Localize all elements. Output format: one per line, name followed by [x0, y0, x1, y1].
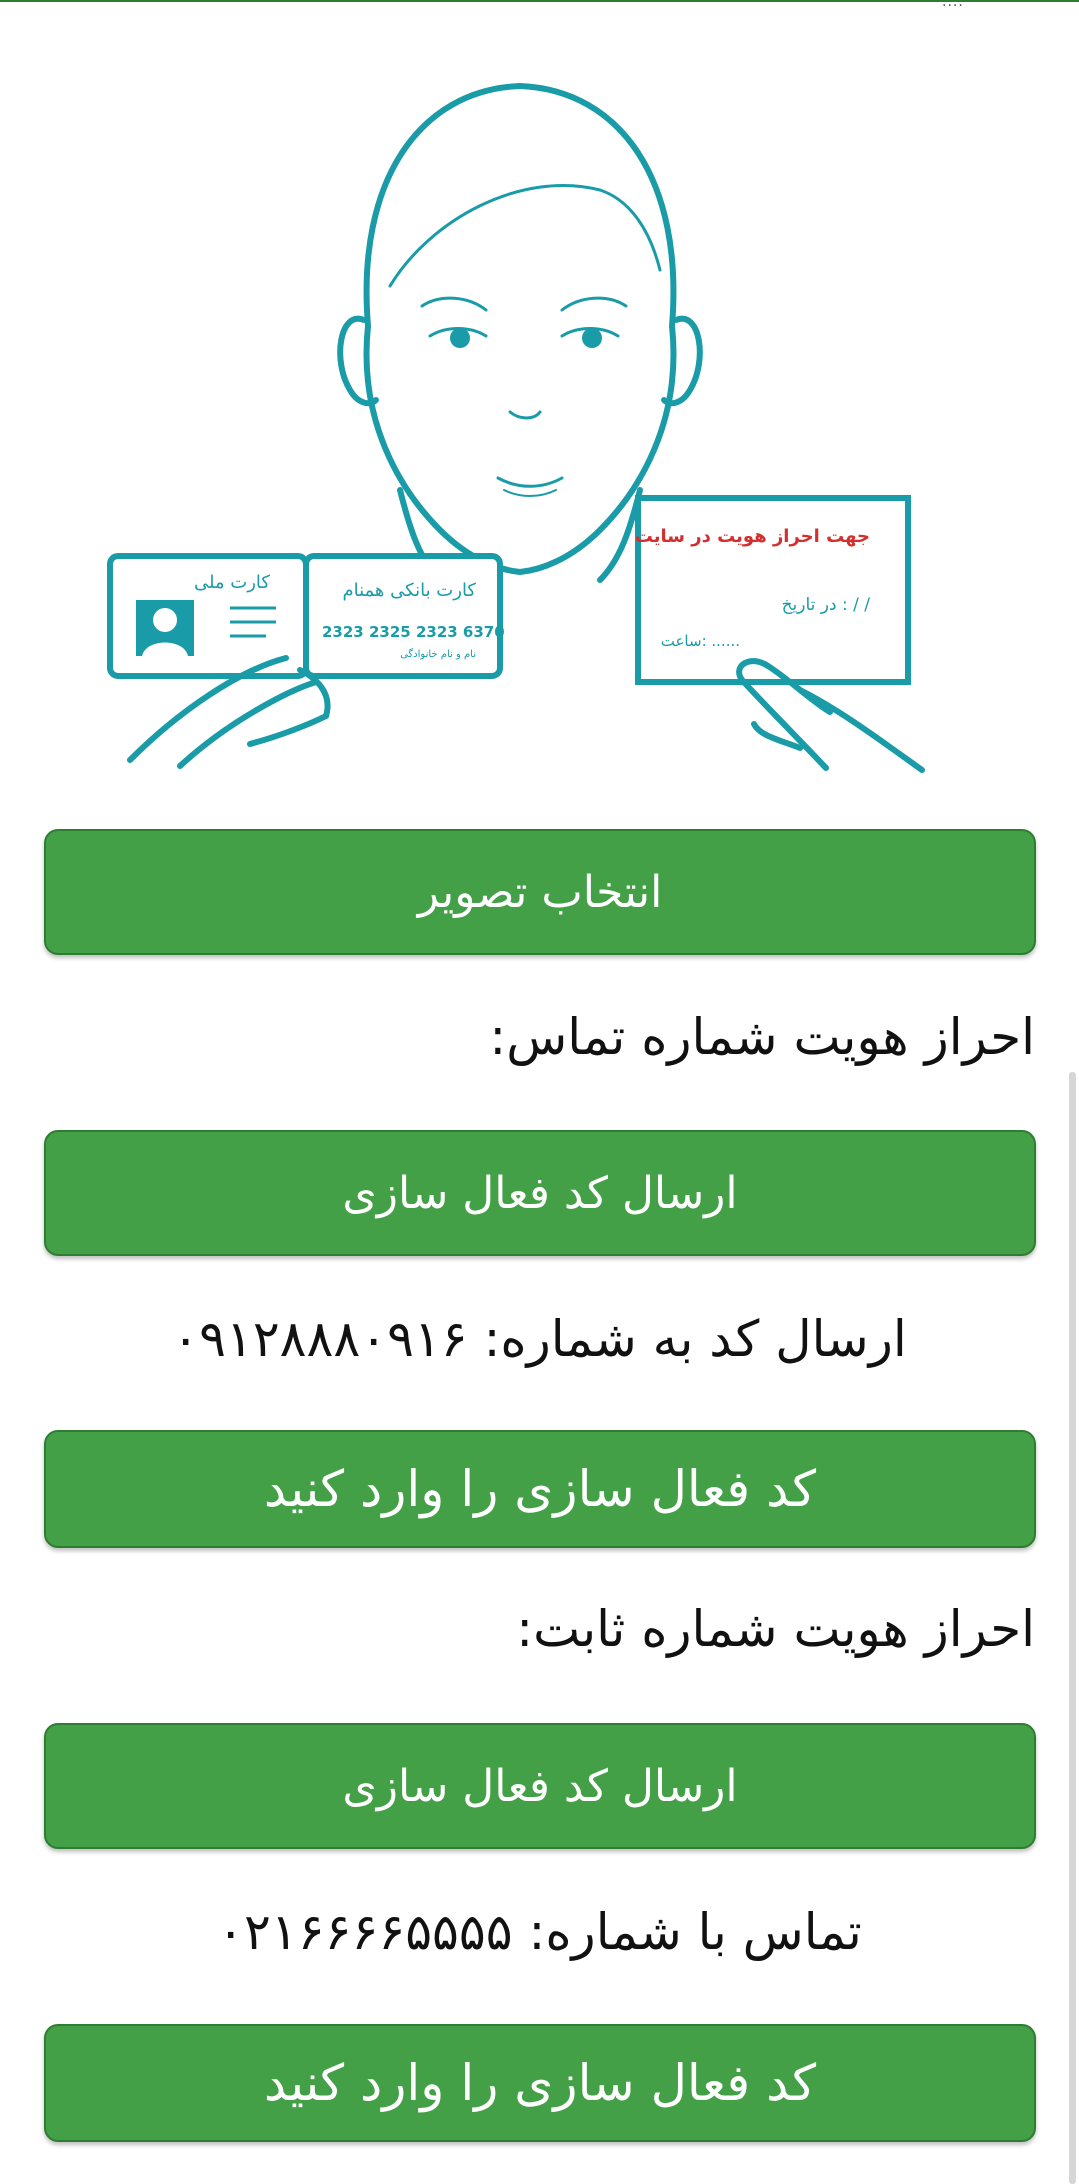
bank-card-label: کارت بانکی همنام: [342, 580, 476, 601]
landline-send-code-button[interactable]: [44, 1723, 1036, 1849]
mobile-send-code-button[interactable]: [44, 1130, 1036, 1256]
landline-verification-title: احراز هویت شماره ثابت:: [516, 1600, 1035, 1658]
mobile-enter-code-label: کد فعال سازی را وارد کنید: [263, 1460, 817, 1518]
bank-card-name: نام و نام خانوادگی: [400, 649, 476, 660]
bank-card-graphic: [306, 556, 505, 676]
top-edge: [0, 0, 1079, 2]
select-image-button[interactable]: [44, 829, 1036, 955]
right-eye-icon: [582, 328, 602, 348]
landline-call-with-text: تماس با شماره: ۰۲۱۶۶۶۶۵۵۵۵: [217, 1903, 862, 1961]
verification-note-graphic: [635, 498, 908, 682]
mobile-sent-to-text: ارسال کد به شماره: ۰۹۱۲۸۸۸۰۹۱۶: [172, 1310, 907, 1368]
landline-send-code-label: ارسال کد فعال سازی: [342, 1760, 738, 1812]
mobile-enter-code-field[interactable]: [44, 1430, 1036, 1548]
note-date: در تاریخ : / /: [781, 595, 870, 615]
left-eye-icon: [450, 328, 470, 348]
note-time: ساعت: ......: [660, 632, 740, 650]
overflow-dots-icon: ....: [942, 0, 964, 10]
select-image-button-label: انتخاب تصویر: [417, 866, 663, 918]
note-title: جهت احراز هویت در سایت: [634, 526, 870, 547]
mobile-verification-title: احراز هویت شماره تماس:: [489, 1008, 1035, 1066]
national-card-label: کارت ملی: [193, 572, 270, 593]
mobile-send-code-label: ارسال کد فعال سازی: [342, 1167, 738, 1219]
landline-enter-code-label: کد فعال سازی را وارد کنید: [263, 2054, 817, 2112]
verification-illustration: [100, 60, 940, 780]
landline-enter-code-field[interactable]: [44, 2024, 1036, 2142]
vertical-scrollbar[interactable]: [1069, 1072, 1076, 2184]
bank-card-number: 2323 2325 2323 6370: [322, 623, 505, 641]
